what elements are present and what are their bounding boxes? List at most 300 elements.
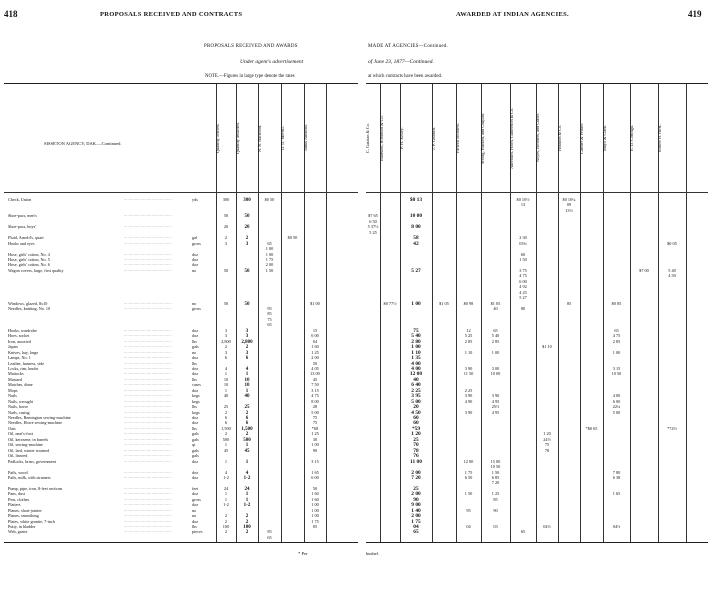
quantity-awarded: 3 (245, 334, 249, 340)
leader-dots: ........................................ (124, 507, 172, 512)
leader-dots: ........................................ (124, 469, 172, 474)
item-label: Matches, dime (8, 382, 33, 388)
quantity-awarded: 2 (245, 236, 249, 242)
bid-cell: 1 75 (411, 518, 421, 525)
bid-cell: 50 (312, 485, 318, 491)
leader-dots: ........................................ (124, 382, 172, 387)
bid-cell: 42 (413, 240, 419, 247)
bid-cell: 3 90 (464, 393, 473, 399)
quantity-offered: 1,500 (221, 425, 231, 431)
bid-cell: 90 (413, 496, 419, 503)
bid-cell: $0 10¼ (562, 197, 576, 202)
bid-cell: 1 60 (311, 491, 319, 497)
item-label: Putty, in bladder (8, 524, 36, 529)
leader-dots: ........................................ (124, 306, 172, 310)
item-label: Oil, lard, winter strained (8, 447, 50, 453)
bid-cell: 04 (413, 524, 419, 530)
bid-cell: 28 (312, 404, 318, 410)
bid-cell: 10 00 (409, 213, 423, 220)
item-unit: feet (192, 485, 199, 491)
item-unit: doz (192, 518, 199, 524)
item-unit: lbs (192, 425, 197, 431)
item-label: Shoe-pacs, men's (8, 213, 37, 219)
bid-cell: 7 50 (311, 382, 319, 388)
bid-cell: 1 20 (543, 431, 551, 437)
bid-cell: $0 13 (409, 197, 423, 203)
right-col-header: Robert H. Hirst. (657, 124, 662, 152)
bid-cell: 4 75 (612, 333, 621, 339)
bid-cell: 5 27 (411, 267, 421, 274)
quantity-awarded: 3 (245, 350, 249, 356)
bid-cell: $7 00 (639, 267, 649, 273)
quantity-awarded: 500 (243, 437, 251, 443)
quantity-offered: 4 (224, 469, 228, 475)
quantity-offered: 1 (224, 496, 228, 502)
item-label: Hose, girls' cotton, No. 5 (8, 256, 50, 262)
bid-cell: 85 (267, 311, 272, 317)
item-label: Hose, girls' cotton, No. 4 (8, 251, 50, 257)
bid-cell: 2 00 (411, 513, 421, 520)
item-label: Plates, white granite, 7-inch (8, 518, 55, 524)
quantity-awarded: 1 (245, 372, 249, 378)
bid-cell: 1 40 (411, 507, 421, 514)
item-label: Leather, harness, side (8, 360, 45, 366)
bid-cell: *74½ (667, 425, 677, 431)
right-col-header: Noyes, Brothers, and Cutler. (535, 113, 540, 163)
bid-cell: 75 (267, 316, 272, 322)
bid-cell: 3 15 (311, 458, 319, 464)
bid-cell: 2 30 (519, 235, 527, 241)
right-col-header: Mayo & Clark. (602, 124, 607, 152)
bid-cell: 04½ (612, 524, 621, 529)
quantity-awarded: 100 (243, 525, 251, 530)
item-unit: doz (192, 327, 199, 333)
quantity-offered: 2 (224, 431, 228, 437)
quantity-offered: 10 (223, 376, 229, 382)
quantity-offered: 2 (224, 409, 228, 415)
item-label: Padlocks, brass, government (8, 458, 56, 464)
quantity-offered: 2 (224, 513, 228, 519)
bid-cell: 2 25 (411, 387, 421, 394)
bid-cell: 65 (413, 529, 419, 536)
item-unit: pieces (192, 529, 203, 535)
bid-cell: 2 85 (464, 338, 473, 344)
bid-cell: 1 00 (491, 349, 500, 355)
bid-cell: 65 (520, 529, 526, 535)
bid-cell: 1 00 (612, 349, 621, 355)
quantity-offered: 45 (223, 447, 229, 453)
bid-cell: 10 50 (611, 371, 622, 377)
bid-cell: 04 (312, 338, 318, 344)
left-page (0, 0, 358, 600)
bid-cell: 5 00 (612, 409, 621, 415)
quantity-offered: 1 (224, 458, 228, 464)
right-title: MADE AT AGENCIES—Continued. (368, 44, 448, 49)
bid-cell: 1 25 (311, 431, 319, 437)
left-title: PROPOSALS RECEIVED AND AWARDS (204, 44, 298, 49)
bid-cell: 65 (267, 534, 272, 540)
item-unit: doz (192, 256, 199, 262)
bid-cell: 3 90 (464, 409, 473, 415)
bid-cell: 75 (312, 415, 318, 420)
bid-cell: 3 15 (311, 387, 319, 393)
item-unit: doz (192, 355, 199, 361)
bid-cell: 30 (312, 436, 318, 442)
bid-cell: 2 85 (612, 338, 621, 344)
bid-cell: 25½ (491, 404, 500, 410)
quantity-awarded: 300 (243, 198, 251, 203)
bid-cell: 1 00 (411, 344, 421, 351)
quantity-offered: 24 (223, 485, 229, 491)
right-col-header: J. P. Gribben. (431, 126, 436, 150)
bid-cell: 3 90 (464, 365, 473, 371)
right-subtitle: of June 23, 1877—Continued. (368, 59, 434, 65)
leader-dots: ........................................ (124, 420, 172, 425)
bid-cell: 12 00 (409, 371, 423, 378)
item-unit: cases (192, 382, 201, 388)
bid-cell: 1 50 (519, 256, 527, 262)
item-unit: doz (192, 491, 199, 497)
right-col-header: Strong, Hackett, and Chaplin. (480, 112, 485, 164)
quantity-offered: 50 (223, 267, 229, 273)
leader-dots: ........................................ (124, 300, 172, 305)
item-label: Oil, linseed (8, 453, 28, 459)
bid-cell: 2 80 (411, 338, 421, 345)
quantity-awarded: 1,500 (241, 426, 253, 432)
quantity-offered: 6 (224, 355, 228, 361)
bid-cell: 65 (614, 327, 619, 333)
left-col-header: Quantity awarded. (235, 122, 240, 154)
quantity-offered: 3 (224, 240, 228, 246)
leader-dots: ........................................ (124, 360, 172, 365)
quantity-awarded: 1-2 (243, 475, 251, 481)
bid-cell: 4 92 (519, 284, 527, 290)
item-unit: gals (192, 431, 199, 437)
quantity-awarded: 2 (245, 410, 249, 416)
leader-dots: ........................................ (124, 344, 172, 349)
bid-cell: 8 00 (411, 224, 421, 231)
bid-cell: 05 (312, 524, 318, 529)
quantity-awarded: 2,800 (241, 339, 253, 345)
bid-cell: 8 00 (311, 398, 319, 404)
item-label: Oil, neat's-foot (8, 431, 33, 437)
bid-cell: 1 00 (311, 502, 319, 508)
item-label: Pans, dust (8, 491, 25, 497)
bid-cell: 85 (493, 496, 498, 502)
bid-cell: 60 (520, 251, 526, 257)
right-col-header: Baldwell, Robinson & Co. (379, 115, 384, 161)
bid-cell: 45 (312, 376, 318, 382)
leader-dots: ........................................ (124, 453, 172, 458)
bid-cell: 65 (267, 322, 272, 328)
left-col-header: Quantity offered. (215, 123, 220, 153)
bid-cell: 2 00 (411, 491, 421, 498)
item-label: Mustard (8, 376, 22, 382)
bid-cell: 1 25 (491, 491, 500, 497)
left-note: NOTE.—Figures in large type denote the rates (205, 74, 295, 79)
item-unit: doz (192, 420, 199, 426)
bid-cell: 6 85 (491, 474, 500, 480)
bid-cell: 1 00 (311, 507, 319, 513)
bid-cell: $1 00 (310, 300, 320, 306)
bid-cell: 1 65 (311, 469, 319, 475)
bid-cell: 4 90 (464, 398, 473, 404)
bid-cell: 10 50 (490, 464, 501, 470)
bid-cell: 1 60 (311, 496, 319, 502)
leader-dots: ........................................ (124, 518, 172, 523)
item-label: Oil, kerosene, in barrels (8, 436, 49, 442)
quantity-awarded: 2 (245, 514, 249, 520)
quantity-offered: 2 (224, 518, 228, 524)
item-unit: no (192, 513, 197, 519)
leader-dots: ........................................ (124, 485, 172, 490)
leader-dots: ........................................ (124, 256, 172, 261)
quantity-awarded: 45 (244, 448, 250, 454)
quantity-awarded: 2 (245, 432, 249, 438)
leader-dots: ........................................ (124, 365, 172, 370)
bid-cell: 6 00 (311, 333, 319, 339)
leader-dots: ........................................ (124, 415, 172, 419)
leader-dots: ........................................ (124, 327, 172, 332)
right-col-header: Farwell Brothers. (455, 122, 460, 154)
quantity-offered: 3 (224, 327, 228, 333)
quantity-awarded: 50 (244, 268, 250, 274)
item-unit: gross (192, 496, 201, 502)
item-label: Pails, milk, with strainers (8, 474, 51, 480)
bid-cell: 1 65 (612, 491, 621, 497)
item-unit: gross (192, 306, 201, 311)
left-subtitle: Under agent's advertisement (240, 59, 304, 65)
leader-dots: ........................................ (124, 338, 172, 343)
bid-cell: 5 40 (411, 333, 421, 340)
bid-cell: $0 50 (264, 197, 275, 202)
item-label: Nails, horse (8, 404, 29, 410)
bid-cell: 90 (493, 507, 498, 513)
table-row (366, 536, 708, 542)
right-header-rule (366, 192, 708, 193)
bid-cell: 95 (267, 306, 272, 311)
leader-dots: ........................................ (124, 529, 172, 534)
quantity-offered: 2 (224, 235, 228, 241)
bid-cell: 15 00 (490, 458, 501, 464)
bid-cell: 50 (312, 360, 318, 366)
bid-cell: 75 (312, 420, 318, 426)
item-label: Iron, assorted (8, 338, 31, 344)
left-col-header: D. D. Merrill. (280, 126, 285, 150)
bid-cell: 04 (466, 524, 471, 529)
leader-dots: ........................................ (124, 398, 172, 403)
bid-cell: 60 (413, 415, 419, 421)
leader-dots: ........................................ (124, 267, 172, 272)
right-col-header: E. D. Cottinga. (629, 125, 634, 151)
left-table (4, 83, 358, 543)
bid-cell: 5 00 (411, 398, 421, 405)
item-unit: kegs (192, 409, 200, 415)
quantity-offered: 1 (224, 371, 228, 377)
bid-cell: 5 27 (519, 295, 527, 301)
bid-cell: 1 20 (411, 431, 421, 438)
item-unit: doz (192, 262, 199, 268)
bid-cell: 7 20 (491, 480, 500, 486)
bid-cell: 1 10 (411, 349, 421, 356)
bid-cell: 95 (466, 507, 471, 513)
item-label: Pins, clothes (8, 496, 30, 502)
bid-cell: 4 00 (612, 393, 621, 399)
item-label: Needles, Howe sewing-machine (8, 420, 63, 426)
quantity-awarded: 20 (244, 225, 250, 231)
leader-dots: ........................................ (124, 393, 172, 398)
quantity-offered: 3 (224, 349, 228, 355)
item-unit: doz (192, 469, 199, 475)
item-unit: doz (192, 415, 199, 420)
quantity-awarded: 1 (245, 492, 249, 498)
quantity-offered: 6 (224, 415, 228, 420)
item-unit: no (192, 507, 197, 513)
bid-cell: 85 (566, 300, 572, 306)
leader-dots: ........................................ (124, 349, 172, 354)
item-label: Hose, girls' cotton, No. 6 (8, 262, 50, 268)
bid-cell: 1 35 (411, 355, 421, 362)
bid-cell: 1 75 (265, 256, 274, 262)
item-label: Nails, casing (8, 409, 30, 415)
bid-cell: 11 50 (463, 371, 474, 377)
item-unit: gals (192, 453, 199, 459)
leader-dots: ........................................ (124, 355, 172, 360)
left-page-number: 418 (4, 9, 18, 19)
item-unit: doz (192, 365, 199, 371)
table-row (4, 536, 358, 542)
quantity-awarded: 6 (245, 356, 249, 362)
leader-dots: ........................................ (124, 513, 172, 518)
bid-cell: 1 75 (464, 469, 473, 475)
item-label: Shoe-pacs, boys' (8, 224, 36, 230)
item-unit: kegs (192, 398, 200, 404)
bid-cell: 09 (566, 202, 572, 208)
bid-cell: $0 98 (463, 300, 474, 306)
item-label: Check, Union (8, 197, 32, 202)
item-unit: yds (192, 197, 198, 202)
quantity-awarded: 40 (244, 394, 250, 400)
bid-cell: 6 38 (612, 474, 621, 480)
quantity-offered: 50 (223, 213, 229, 219)
bid-cell: 3 95 (411, 393, 421, 400)
quantity-awarded: 10 (244, 377, 250, 383)
leader-dots: ........................................ (124, 474, 172, 479)
bid-cell: *68 (311, 425, 319, 431)
bid-cell: 1 00 (411, 300, 421, 307)
item-label: Web, garter (8, 529, 28, 535)
item-label: Hooks, wardrobe (8, 327, 37, 333)
bid-cell: 15 (312, 327, 318, 333)
item-unit: no (192, 300, 197, 306)
bid-cell: $1 05 (490, 300, 501, 306)
item-label: Platters (8, 502, 21, 508)
item-label: Oil, sewing-machine (8, 442, 43, 448)
bid-cell: 60 (413, 420, 419, 427)
quantity-offered: 1 (224, 387, 228, 393)
item-label: Needles, Remington sewing-machine (8, 415, 71, 420)
quantity-awarded: 50 (244, 301, 250, 307)
bid-cell: 4 00 (411, 365, 421, 372)
leader-dots: ........................................ (124, 333, 172, 338)
bid-cell: 1 50 (464, 491, 473, 497)
leader-dots: ........................................ (124, 197, 172, 201)
bid-cell: 65 (493, 327, 498, 333)
right-note: at which contracts have been awarded. (368, 74, 443, 79)
leader-dots: ........................................ (124, 458, 172, 463)
bid-cell: 6 50 (464, 474, 473, 480)
right-col-header: Houston & Co. (557, 124, 562, 152)
bid-cell: $0 50 (287, 235, 298, 241)
bid-cell: 3 75 (519, 267, 527, 273)
bid-cell: 7 80 (612, 469, 621, 475)
item-unit: doz (192, 474, 199, 480)
bid-cell: 4 75 (311, 393, 319, 399)
item-label: Knives, hay, large (8, 349, 39, 355)
item-label: Planes, smoothing (8, 513, 39, 519)
leader-dots: ........................................ (124, 409, 172, 414)
bid-cell: 25 (413, 436, 419, 443)
bid-cell: 76 (413, 453, 419, 460)
leader-dots: ........................................ (124, 436, 172, 441)
item-label: Mattocks (8, 371, 24, 377)
quantity-awarded: 25 (244, 405, 250, 411)
leader-dots: ........................................ (124, 376, 172, 381)
bid-cell: 5 00 (311, 409, 319, 415)
quantity-offered: 2 (224, 344, 228, 350)
item-label: Oats (8, 425, 16, 431)
bid-cell: 40 (413, 376, 419, 383)
bid-cell: 04½ (543, 524, 551, 529)
leader-dots: ........................................ (124, 442, 172, 447)
bid-cell: *59 (411, 425, 421, 432)
bid-cell: $1 10 (542, 344, 552, 350)
item-unit: gross (192, 240, 201, 246)
leader-dots: ........................................ (124, 240, 172, 245)
bid-cell: 13 (520, 202, 526, 208)
item-label: Windows, glazed, 8x10 (8, 300, 48, 306)
leader-dots: ........................................ (124, 431, 172, 436)
bid-cell: 58 (413, 235, 419, 242)
item-unit: gals (192, 344, 199, 350)
quantity-offered: 2,800 (221, 338, 231, 344)
right-col-header: C. Gatzian & Co. (365, 123, 370, 153)
bid-cell: 4 75 (519, 273, 527, 279)
item-unit: lbs (192, 524, 197, 529)
bid-cell: 1 00 (265, 251, 274, 257)
leader-dots: ........................................ (124, 496, 172, 501)
left-running-head: PROPOSALS RECEIVED AND CONTRACTS (100, 11, 243, 18)
leader-dots: ........................................ (124, 404, 172, 409)
leader-dots: ........................................ (124, 502, 172, 507)
quantity-awarded: 1 (245, 388, 249, 394)
agency-label: SISSETON AGENCY, DAK.—Continued. (44, 141, 122, 146)
quantity-offered: 1-2 (223, 474, 229, 480)
quantity-offered: 1 (224, 442, 228, 448)
item-unit: doz (192, 387, 199, 393)
quantity-awarded: 6 (245, 416, 249, 421)
quantity-offered: 40 (223, 393, 229, 399)
bid-cell: $1 05 (439, 300, 449, 306)
bid-cell: 6 40 (411, 382, 421, 389)
bid-cell: 90 (312, 447, 318, 453)
quantity-awarded: 50 (244, 214, 250, 220)
bid-cell: 13½ (565, 207, 573, 213)
bid-cell: $0 77½ (383, 300, 397, 306)
bid-cell: 1 10 (464, 349, 473, 355)
bid-cell: 78 (413, 447, 419, 454)
item-label: Pails, wood (8, 469, 28, 475)
